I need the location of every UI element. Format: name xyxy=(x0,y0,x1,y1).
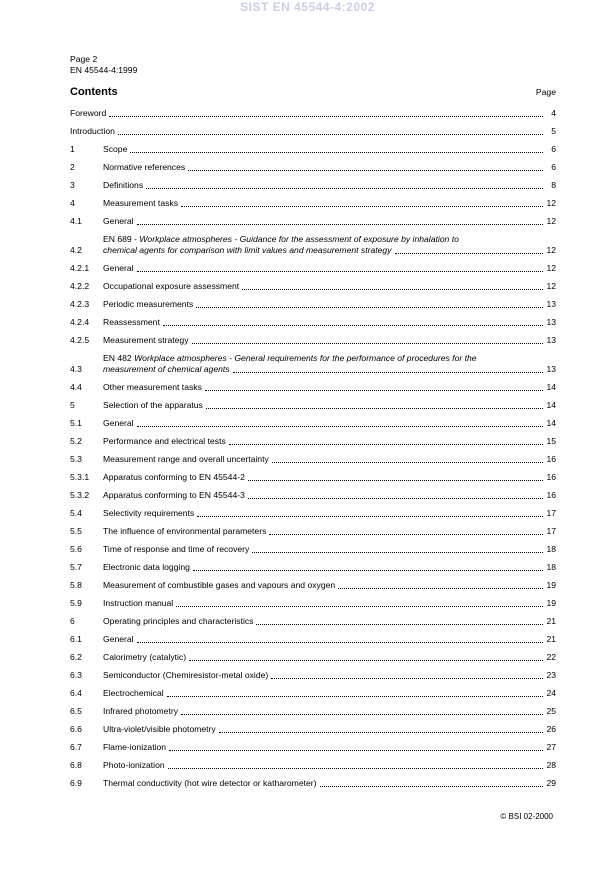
toc-entry-number: 4 xyxy=(70,198,75,208)
dot-leader xyxy=(248,497,543,499)
toc-entry-page: 27 xyxy=(546,742,556,752)
toc-entry-title: Measurement tasks xyxy=(103,198,178,208)
toc-entry[interactable] xyxy=(70,520,556,538)
toc-entry-title: The influence of environmental parameters xyxy=(103,526,267,536)
toc-entry-number: 4.4 xyxy=(70,382,82,392)
toc-entry[interactable] xyxy=(70,257,556,275)
toc-entry-page: 18 xyxy=(546,562,556,572)
dot-leader xyxy=(193,569,543,571)
toc-entry-page: 6 xyxy=(551,162,556,172)
toc-entry-page: 28 xyxy=(546,760,556,770)
dot-leader xyxy=(169,749,543,751)
toc-entry-title: General xyxy=(103,418,134,428)
toc-entry-title: Selection of the apparatus xyxy=(103,400,203,410)
dot-leader xyxy=(137,270,543,272)
dot-leader xyxy=(181,713,543,715)
toc-entry-page: 26 xyxy=(546,724,556,734)
dot-leader xyxy=(118,133,543,135)
dot-leader xyxy=(181,205,543,207)
toc-entry[interactable] xyxy=(70,484,556,502)
toc-entry-page: 17 xyxy=(546,526,556,536)
dot-leader xyxy=(130,151,543,153)
toc-entry-title: Introduction xyxy=(70,126,115,136)
toc-entry-title: General xyxy=(103,634,134,644)
toc-entry-number: 6.1 xyxy=(70,634,82,644)
page-header xyxy=(70,54,137,76)
toc-entry-title: Foreword xyxy=(70,108,107,118)
toc-entry-page: 12 xyxy=(546,216,556,226)
toc-entry-number: 6.9 xyxy=(70,778,82,788)
dot-leader xyxy=(167,695,543,697)
toc-entry-page: 13 xyxy=(546,364,556,374)
toc-entry-title: Measurement of combustible gases and vapours and oxygen xyxy=(103,580,336,590)
toc-entry[interactable] xyxy=(70,664,556,682)
table-of-contents xyxy=(70,102,556,790)
toc-entry-page: 16 xyxy=(546,472,556,482)
toc-entry-page: 24 xyxy=(546,688,556,698)
toc-entry-page: 21 xyxy=(546,616,556,626)
toc-entry-number: 5.6 xyxy=(70,544,82,554)
toc-entry-number: 5.3 xyxy=(70,454,82,464)
toc-entry-page: 6 xyxy=(551,144,556,154)
dot-leader xyxy=(395,252,544,254)
toc-entry-title: Operating principles and characteristics xyxy=(103,616,254,626)
toc-entry-page: 12 xyxy=(546,263,556,273)
toc-entry-title: Measurement strategy xyxy=(103,335,189,345)
toc-entry-title: General xyxy=(103,216,134,226)
toc-entry-standard-ref: EN 482 xyxy=(103,353,135,363)
toc-entry[interactable] xyxy=(70,628,556,646)
toc-entry-title-line2: measurement of chemical agents xyxy=(103,364,230,374)
dot-leader xyxy=(146,187,543,189)
toc-entry-number: 6.7 xyxy=(70,742,82,752)
toc-entry[interactable] xyxy=(70,502,556,520)
toc-entry-page: 14 xyxy=(546,400,556,410)
dot-leader xyxy=(137,641,543,643)
toc-entry-number: 4.2.3 xyxy=(70,299,90,309)
dot-leader xyxy=(256,623,543,625)
toc-entry-number: 5.7 xyxy=(70,562,82,572)
toc-entry-number: 5.2 xyxy=(70,436,82,446)
toc-entry-page: 16 xyxy=(546,490,556,500)
dot-leader xyxy=(197,515,543,517)
toc-entry-page: 21 xyxy=(546,634,556,644)
dot-leader xyxy=(188,169,543,171)
toc-entry-number: 6.3 xyxy=(70,670,82,680)
toc-entry-number: 5.4 xyxy=(70,508,82,518)
toc-entry-page: 19 xyxy=(546,580,556,590)
toc-entry[interactable] xyxy=(70,754,556,772)
toc-entry[interactable] xyxy=(70,102,556,120)
toc-entry[interactable] xyxy=(70,736,556,754)
toc-entry[interactable] xyxy=(70,574,556,592)
toc-entry-page: 16 xyxy=(546,454,556,464)
copyright-notice: © BSI 02-2000 xyxy=(500,812,553,821)
dot-leader xyxy=(338,587,543,589)
toc-entry-number: 6.6 xyxy=(70,724,82,734)
toc-entry-standard-title: Workplace atmospheres - General requirements for the performance of procedures for the xyxy=(134,353,477,363)
toc-entry-number: 6.2 xyxy=(70,652,82,662)
toc-entry-title-line1 xyxy=(103,353,556,364)
toc-entry[interactable] xyxy=(70,556,556,574)
toc-entry[interactable] xyxy=(70,448,556,466)
toc-entry-title: Calorimetry (catalytic) xyxy=(103,652,187,662)
toc-entry-number: 4.2.1 xyxy=(70,263,90,273)
toc-entry[interactable] xyxy=(70,192,556,210)
dot-leader xyxy=(269,533,543,535)
toc-entry-number: 5.5 xyxy=(70,526,82,536)
toc-entry-number: 5 xyxy=(70,400,75,410)
toc-entry[interactable] xyxy=(70,394,556,412)
toc-entry-number: 1 xyxy=(70,144,75,154)
toc-entry-title: Normative references xyxy=(103,162,186,172)
toc-entry-number: 4.2.2 xyxy=(70,281,90,291)
contents-heading: Contents xyxy=(70,86,118,98)
toc-entry-page: 8 xyxy=(551,180,556,190)
toc-entry-page: 13 xyxy=(546,335,556,345)
toc-entry[interactable] xyxy=(70,228,556,257)
toc-entry-page: 22 xyxy=(546,652,556,662)
toc-entry-title: Other measurement tasks xyxy=(103,382,202,392)
toc-entry[interactable] xyxy=(70,174,556,192)
toc-entry-title: Instruction manual xyxy=(103,598,174,608)
toc-entry-title: Periodic measurements xyxy=(103,299,194,309)
toc-entry-number: 3 xyxy=(70,180,75,190)
dot-leader xyxy=(242,288,543,290)
toc-entry-title: Performance and electrical tests xyxy=(103,436,226,446)
toc-entry[interactable] xyxy=(70,347,556,376)
dot-leader xyxy=(168,767,543,769)
toc-entry-title: Photo-ionization xyxy=(103,760,165,770)
toc-entry-page: 14 xyxy=(546,418,556,428)
toc-entry-title: Apparatus conforming to EN 45544-3 xyxy=(103,490,245,500)
toc-entry-page: 17 xyxy=(546,508,556,518)
toc-entry-page: 25 xyxy=(546,706,556,716)
toc-entry-title: Occupational exposure assessment xyxy=(103,281,240,291)
toc-entry-title: Time of response and time of recovery xyxy=(103,544,250,554)
toc-entry-number: 4.2.4 xyxy=(70,317,90,327)
toc-entry-page: 15 xyxy=(546,436,556,446)
toc-entry-page: 12 xyxy=(546,245,556,255)
toc-entry-number: 5.8 xyxy=(70,580,82,590)
toc-entry-number: 4.3 xyxy=(70,364,82,374)
toc-entry[interactable] xyxy=(70,718,556,736)
dot-leader xyxy=(252,551,543,553)
toc-entry-title-line2: chemical agents for comparison with limit values and measurement strategy xyxy=(103,245,392,255)
dot-leader xyxy=(176,605,543,607)
toc-entry-number: 6 xyxy=(70,616,75,626)
toc-entry-title: Electrochemical xyxy=(103,688,164,698)
dot-leader xyxy=(272,461,543,463)
dot-leader xyxy=(205,389,543,391)
dot-leader xyxy=(137,223,543,225)
toc-entry-title: Definitions xyxy=(103,180,144,190)
toc-entry-page: 14 xyxy=(546,382,556,392)
page-column-label: Page xyxy=(535,87,556,97)
toc-entry-title: General xyxy=(103,263,134,273)
toc-entry-page: 23 xyxy=(546,670,556,680)
toc-entry[interactable] xyxy=(70,592,556,610)
toc-entry-number: 2 xyxy=(70,162,75,172)
toc-entry[interactable] xyxy=(70,376,556,394)
dot-leader xyxy=(163,324,543,326)
toc-entry-title: Semiconductor (Chemiresistor-metal oxide) xyxy=(103,670,269,680)
page-label: Page 2 xyxy=(70,54,98,64)
toc-entry-title: Reassessment xyxy=(103,317,160,327)
dot-leader xyxy=(219,731,543,733)
toc-entry-page: 13 xyxy=(546,317,556,327)
toc-entry-number: 4.2.5 xyxy=(70,335,90,345)
toc-entry-page: 5 xyxy=(551,126,556,136)
dot-leader xyxy=(229,443,543,445)
toc-entry[interactable] xyxy=(70,610,556,628)
toc-entry-title: Scope xyxy=(103,144,128,154)
dot-leader xyxy=(189,659,543,661)
dot-leader xyxy=(271,677,543,679)
dot-leader xyxy=(137,425,543,427)
toc-entry[interactable] xyxy=(70,329,556,347)
dot-leader xyxy=(206,407,543,409)
toc-entry-title: Measurement range and overall uncertainty xyxy=(103,454,269,464)
dot-leader xyxy=(233,371,543,373)
toc-entry[interactable] xyxy=(70,120,556,138)
toc-entry-page: 29 xyxy=(546,778,556,788)
toc-entry[interactable] xyxy=(70,412,556,430)
toc-entry[interactable] xyxy=(70,293,556,311)
toc-entry-standard-ref: EN 689 - xyxy=(103,234,140,244)
toc-entry-number: 5.9 xyxy=(70,598,82,608)
toc-entry[interactable] xyxy=(70,538,556,556)
dot-leader xyxy=(248,479,543,481)
toc-entry-page: 12 xyxy=(546,281,556,291)
toc-entry[interactable] xyxy=(70,466,556,484)
toc-entry-standard-title: Workplace atmospheres - Guidance for the assessment of exposure by inhalation to xyxy=(139,234,459,244)
toc-entry-title: Apparatus conforming to EN 45544-2 xyxy=(103,472,245,482)
dot-leader xyxy=(109,115,543,117)
toc-entry[interactable] xyxy=(70,646,556,664)
toc-entry[interactable] xyxy=(70,311,556,329)
toc-entry-page: 18 xyxy=(546,544,556,554)
toc-entry[interactable] xyxy=(70,772,556,790)
toc-entry-number: 5.3.1 xyxy=(70,472,90,482)
dot-leader xyxy=(196,306,543,308)
toc-entry[interactable] xyxy=(70,430,556,448)
toc-entry-title: Selectivity requirements xyxy=(103,508,195,518)
toc-entry-page: 12 xyxy=(546,198,556,208)
toc-entry-number: 4.2 xyxy=(70,245,82,255)
toc-entry-number: 6.8 xyxy=(70,760,82,770)
toc-entry-title: Infrared photometry xyxy=(103,706,178,716)
toc-entry-page: 4 xyxy=(551,108,556,118)
toc-entry-title: Electronic data logging xyxy=(103,562,190,572)
toc-entry[interactable] xyxy=(70,138,556,156)
toc-entry[interactable] xyxy=(70,682,556,700)
toc-entry[interactable] xyxy=(70,210,556,228)
toc-entry-title: Flame-ionization xyxy=(103,742,167,752)
dot-leader xyxy=(320,785,544,787)
toc-entry-number: 4.1 xyxy=(70,216,82,226)
document-number: EN 45544-4:1999 xyxy=(70,65,138,75)
toc-entry-title: Thermal conductivity (hot wire detector or katharometer) xyxy=(103,778,317,788)
toc-entry[interactable] xyxy=(70,156,556,174)
toc-entry[interactable] xyxy=(70,700,556,718)
watermark: SIST EN 45544-4:2002 xyxy=(240,0,375,14)
toc-entry-number: 6.5 xyxy=(70,706,82,716)
toc-entry-number: 5.1 xyxy=(70,418,82,428)
toc-entry-title-line1 xyxy=(103,234,556,245)
toc-entry-title: Ultra-violet/visible photometry xyxy=(103,724,216,734)
dot-leader xyxy=(192,342,544,344)
toc-entry-page: 19 xyxy=(546,598,556,608)
toc-entry-page: 13 xyxy=(546,299,556,309)
toc-entry-number: 5.3.2 xyxy=(70,490,90,500)
toc-entry[interactable] xyxy=(70,275,556,293)
toc-entry-number: 6.4 xyxy=(70,688,82,698)
